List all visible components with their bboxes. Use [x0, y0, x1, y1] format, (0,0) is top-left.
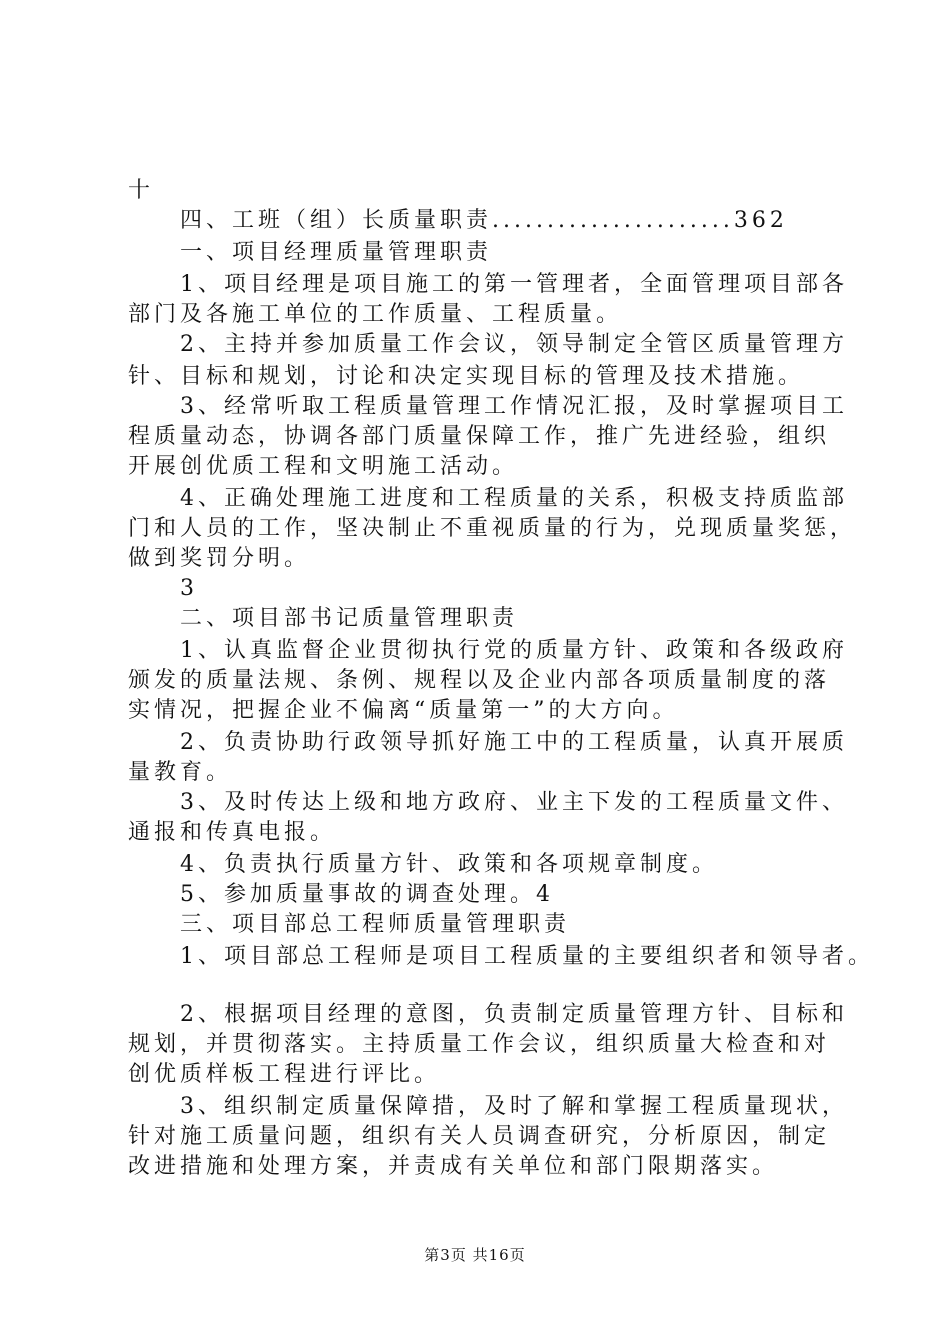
paragraph-line: 量教育。: [128, 760, 233, 785]
toc-entry: 四、工班（组）长质量职责......................362: [180, 208, 788, 233]
paragraph-line: 部门及各施工单位的工作质量、工程质量。: [128, 302, 623, 327]
paragraph-line: 颁发的质量法规、条例、规程以及企业内部各项质量制度的落: [128, 668, 831, 693]
paragraph-line: 创优质样板工程进行评比。: [128, 1062, 441, 1087]
page-number-inline: 3: [180, 576, 198, 601]
paragraph-line: 开展创优质工程和文明施工活动。: [128, 454, 519, 479]
paragraph-line: 3、经常听取工程质量管理工作情况汇报，及时掌握项目工: [180, 394, 848, 419]
paragraph-line: 程质量动态，协调各部门质量保障工作，推广先进经验，组织: [128, 424, 831, 449]
paragraph-line: 实情况，把握企业不偏离“质量第一”的大方向。: [128, 698, 679, 723]
paragraph-line: 5、参加质量事故的调查处理。4: [180, 882, 554, 907]
paragraph-line: 规划，并贯彻落实。主持质量工作会议，组织质量大检查和对: [128, 1032, 831, 1057]
paragraph-line: 针、目标和规划，讨论和决定实现目标的管理及技术措施。: [128, 364, 805, 389]
paragraph-line: 针对施工质量问题，组织有关人员调查研究，分析原因，制定: [128, 1124, 831, 1149]
paragraph-line: 2、主持并参加质量工作会议，领导制定全管区质量管理方: [180, 332, 848, 357]
paragraph-line: 2、负责协助行政领导抓好施工中的工程质量，认真开展质: [180, 730, 848, 755]
text-line: 十: [128, 178, 155, 203]
section-heading: 二、项目部书记质量管理职责: [180, 606, 519, 631]
paragraph-line: 2、根据项目经理的意图，负责制定质量管理方针、目标和: [180, 1002, 848, 1027]
page-footer: 第3页 共16页: [424, 1246, 526, 1264]
paragraph-line: 4、正确处理施工进度和工程质量的关系，积极支持质监部: [180, 486, 848, 511]
paragraph-line: 4、负责执行质量方针、政策和各项规章制度。: [180, 852, 718, 877]
paragraph-line: 1、认真监督企业贯彻执行党的质量方针、政策和各级政府: [180, 638, 848, 663]
section-heading: 三、项目部总工程师质量管理职责: [180, 912, 571, 937]
section-heading: 一、项目经理质量管理职责: [180, 240, 493, 265]
paragraph-line: 改进措施和处理方案，并责成有关单位和部门限期落实。: [128, 1154, 779, 1179]
paragraph-line: 3、及时传达上级和地方政府、业主下发的工程质量文件、: [180, 790, 848, 815]
paragraph-line: 1、项目经理是项目施工的第一管理者，全面管理项目部各: [180, 272, 848, 297]
paragraph-line: 3、组织制定质量保障措，及时了解和掌握工程质量现状，: [180, 1094, 848, 1119]
paragraph-line: 通报和传真电报。: [128, 820, 337, 845]
paragraph-line: 1、项目部总工程师是项目工程质量的主要组织者和领导者。: [180, 944, 874, 969]
paragraph-line: 门和人员的工作，坚决制止不重视质量的行为，兑现质量奖惩，: [128, 516, 857, 541]
paragraph-line: 做到奖罚分明。: [128, 546, 311, 571]
